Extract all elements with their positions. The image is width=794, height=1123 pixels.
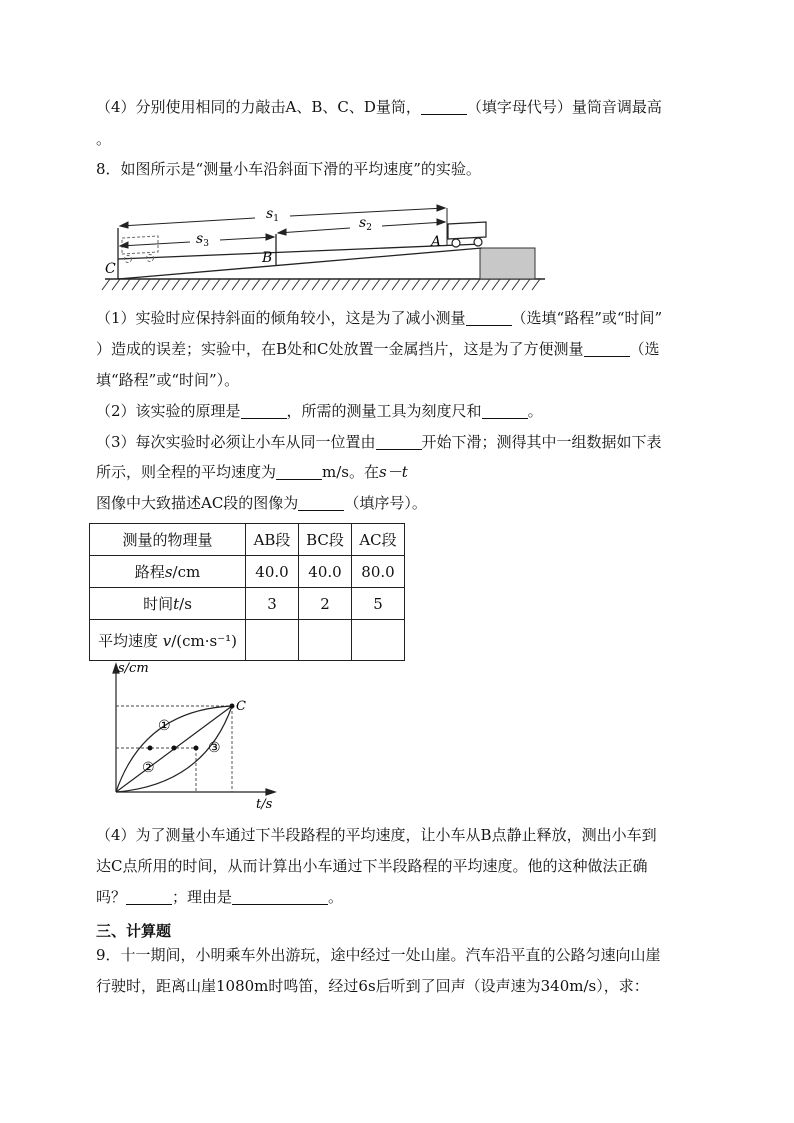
row-label-text: 平均速度 (97, 631, 163, 650)
answer-blank[interactable] (376, 434, 422, 450)
support-block (480, 248, 535, 279)
answer-blank[interactable] (466, 310, 512, 326)
answer-cell[interactable] (246, 620, 299, 661)
table-cell: 5 (352, 588, 405, 620)
q8-part3-text: 图像中大致描述AC段的图像为 (96, 494, 299, 512)
q8-part2-text: ，所需的测量工具为刻度尺和 (286, 402, 482, 420)
q8-part1-text: ）造成的误差；实验中，在B处和C处放置一金属挡片，这是为了方便测量 (96, 340, 584, 358)
row-label-distance (90, 556, 246, 588)
table-row (90, 588, 405, 620)
point-dot (194, 746, 199, 751)
y-axis-label: s/cm (118, 661, 149, 676)
table-header: AB段 (246, 524, 299, 556)
table-cell: 2 (299, 588, 352, 620)
s1-dimension (120, 205, 445, 228)
point-c-dot (230, 704, 235, 709)
q8-part1-line1 (96, 307, 662, 329)
table-cell: 40.0 (299, 556, 352, 588)
answer-blank[interactable] (298, 495, 344, 511)
q8-part2-text: 。 (527, 402, 543, 420)
q8-part4-line1: （4）为了测量小车通过下半段路程的平均速度，让小车从B点静止释放，测出小车到 (96, 826, 657, 844)
curve-1-label: ① (158, 718, 171, 734)
q7-part4-line1 (96, 96, 662, 118)
row-label-time (90, 588, 246, 620)
q8-part3-line2 (96, 461, 408, 483)
q8-part1-text: （选填“路程”或“时间” (511, 309, 663, 327)
x-axis-arrow (266, 789, 275, 795)
row-label-unit: /cm (172, 563, 201, 581)
curve-3-label: ③ (208, 740, 221, 756)
reason-blank[interactable] (232, 889, 328, 905)
row-label-unit: /s (179, 595, 192, 613)
q8-part3-text: m/s。在 (322, 463, 379, 481)
answer-blank[interactable] (421, 99, 467, 115)
answer-blank[interactable] (276, 464, 322, 480)
q8-part1-line3: 填“路程”或“时间”）。 (96, 371, 240, 389)
incline-experiment-figure (100, 196, 550, 294)
q7-part4-text-pre: （4）分别使用相同的力敲击A、B、C、D量筒， (96, 98, 421, 116)
q9-line2: 行驶时，距离山崖1080m时鸣笛，经过6s后听到了回声（设声速为340m/s），求： (96, 977, 649, 995)
q8-part3-line1 (96, 431, 662, 453)
answer-blank[interactable] (584, 341, 630, 357)
curve-2-label: ② (142, 760, 155, 776)
table-header: 测量的物理量 (90, 524, 246, 556)
row-label-avg-speed (90, 620, 246, 661)
answer-cell[interactable] (352, 620, 405, 661)
answer-cell[interactable] (299, 620, 352, 661)
point-dot (148, 746, 153, 751)
q8-part3-text: 所示，则全程的平均速度为 (96, 463, 277, 481)
q9-line1: 9．十一期间，小明乘车外出游玩，途中经过一处山崖。汽车沿平直的公路匀速向山崖 (96, 946, 661, 964)
q8-part2-line (96, 400, 543, 422)
table-header: AC段 (352, 524, 405, 556)
q8-part4-text: ；理由是 (172, 888, 233, 906)
incline-top (118, 244, 482, 259)
row-label-unit: /(cm·s⁻¹) (171, 631, 238, 650)
q8-part3-text: （3）每次实验时必须让小车从同一位置由 (96, 433, 376, 451)
point-c-label: C (105, 261, 116, 277)
q8-part4-line2: 达C点所用的时间，从而计算出小车通过下半段路程的平均速度。他的这种做法正确 (96, 857, 648, 875)
point-a-label: A (431, 234, 442, 250)
q8-part1-text: （1）实验时应保持斜面的倾角较小，这是为了减小测量 (96, 309, 466, 327)
incline-bottom (118, 248, 482, 279)
x-axis-label: t/s (256, 797, 273, 810)
q8-part4-text: 。 (328, 888, 344, 906)
q8-part2-text: （2）该实验的原理是 (96, 402, 241, 420)
q8-part3-line3 (96, 492, 427, 514)
row-label-variable: s (164, 563, 173, 581)
row-label-text: 路程 (134, 563, 165, 581)
section-heading: 三、计算题 (96, 922, 172, 940)
row-label-variable: v (162, 631, 172, 650)
answer-blank[interactable] (482, 403, 528, 419)
answer-blank[interactable] (126, 889, 172, 905)
row-label-variable: t (173, 595, 180, 613)
q8-part4-line3 (96, 886, 343, 908)
s3-label: $s_3$ (196, 231, 209, 249)
point-b-label: B (262, 250, 273, 266)
table-cell: 80.0 (352, 556, 405, 588)
q8-intro: 8．如图所示是“测量小车沿斜面下滑的平均速度”的实验。 (96, 160, 481, 178)
q8-part1-line2 (96, 338, 660, 360)
q8-part4-text: 吗？ (96, 888, 127, 906)
s-t-graph (104, 660, 284, 810)
q7-part4-text-post: （填字母代号）量筒音调最高 (466, 98, 662, 116)
table-cell: 3 (246, 588, 299, 620)
table-row (90, 556, 405, 588)
graph-point-c-label: C (236, 699, 246, 714)
cart-at-a (448, 222, 486, 247)
q7-part4-line2: 。 (96, 130, 112, 148)
s2-label: $s_2$ (359, 215, 372, 233)
table-header: BC段 (299, 524, 352, 556)
row-label-text: 时间 (143, 595, 174, 613)
q8-part1-text: （选 (629, 340, 660, 358)
ground-hatching (102, 279, 540, 290)
q8-part3-text: （填序号）。 (344, 494, 427, 512)
point-dot (172, 746, 177, 751)
q8-part3-text: 开始下滑；测得其中一组数据如下表 (421, 433, 662, 451)
table-header-row (90, 524, 405, 556)
table-cell: 40.0 (246, 556, 299, 588)
s-t-variable: s－t (379, 463, 408, 481)
s1-label: $s_1$ (266, 206, 279, 224)
answer-blank[interactable] (241, 403, 287, 419)
table-row (90, 620, 405, 661)
measurement-table (89, 523, 405, 661)
